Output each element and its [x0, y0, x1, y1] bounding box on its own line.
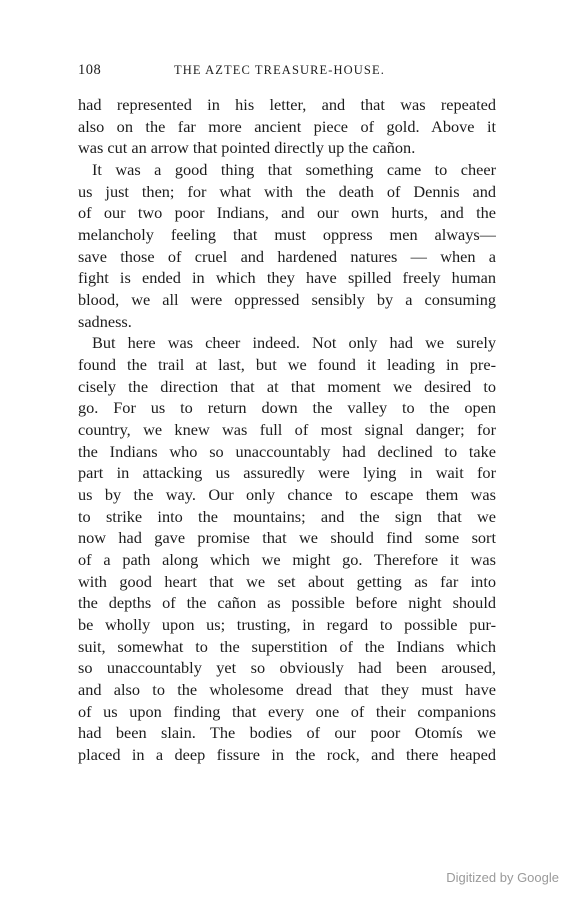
text-line: be wholly upon us; trusting, in regard to possible pur-	[78, 615, 496, 635]
text-line: had represented in his letter, and that was repeated	[78, 95, 496, 114]
text-line: cisely the direction that at that moment we desired to	[78, 376, 496, 396]
text-line: us just then; for what with the death of Dennis and	[78, 181, 496, 201]
text-line: the depths of the cañon as possible before night should	[78, 593, 496, 613]
text-line: and also to the wholesome dread that they must have	[78, 680, 496, 700]
text-line: sadness.	[78, 311, 132, 331]
text-line: now had gave promise that we should find some sort	[78, 528, 496, 548]
text-line: save those of cruel and hardened natures — when a	[78, 246, 496, 266]
text-line: to strike into the mountains; and the sign that we	[78, 506, 496, 526]
text-line: blood, we all were oppressed sensibly by a consuming	[78, 290, 496, 310]
running-head-title: THE AZTEC TREASURE-HOUSE.	[174, 63, 385, 77]
text-line: But here was cheer indeed. Not only had we surely	[92, 333, 496, 353]
page-header	[78, 62, 496, 84]
text-line: of our two poor Indians, and our own hurts, and the	[78, 203, 496, 223]
text-line: with good heart that we set about getting as far into	[78, 571, 496, 591]
text-line: It was a good thing that something came to cheer	[92, 160, 496, 180]
text-line: suit, somewhat to the superstition of the Indians which	[78, 636, 496, 656]
text-line: had been slain. The bodies of our poor Otomís we	[78, 723, 496, 743]
text-line: fight is ended in which they have spilled freely human	[78, 268, 496, 288]
digitized-by-google-watermark: Digitized by Google	[446, 870, 559, 885]
text-line: go. For us to return down the valley to the open	[78, 398, 496, 418]
text-line: the Indians who so unaccountably had declined to take	[78, 441, 496, 461]
text-line: also on the far more ancient piece of gold. Above it	[78, 116, 496, 136]
text-line: part in attacking us assuredly were lying in wait for	[78, 463, 496, 483]
text-line: placed in a deep fissure in the rock, and there heaped	[78, 745, 496, 765]
page-number: 108	[78, 62, 102, 78]
text-line: found the trail at last, but we found it leading in pre-	[78, 355, 496, 375]
text-line: of us upon finding that every one of their companions	[78, 701, 496, 721]
text-line: of a path along which we might go. Therefore it was	[78, 550, 496, 570]
text-line: country, we knew was full of most signal danger; for	[78, 420, 496, 440]
body-text	[78, 94, 496, 766]
text-line: us by the way. Our only chance to escape them was	[78, 485, 496, 505]
text-line: melancholy feeling that must oppress men always—	[78, 225, 496, 245]
text-line: was cut an arrow that pointed directly up the cañon.	[78, 138, 416, 158]
text-line: so unaccountably yet so obviously had been aroused,	[78, 658, 496, 678]
